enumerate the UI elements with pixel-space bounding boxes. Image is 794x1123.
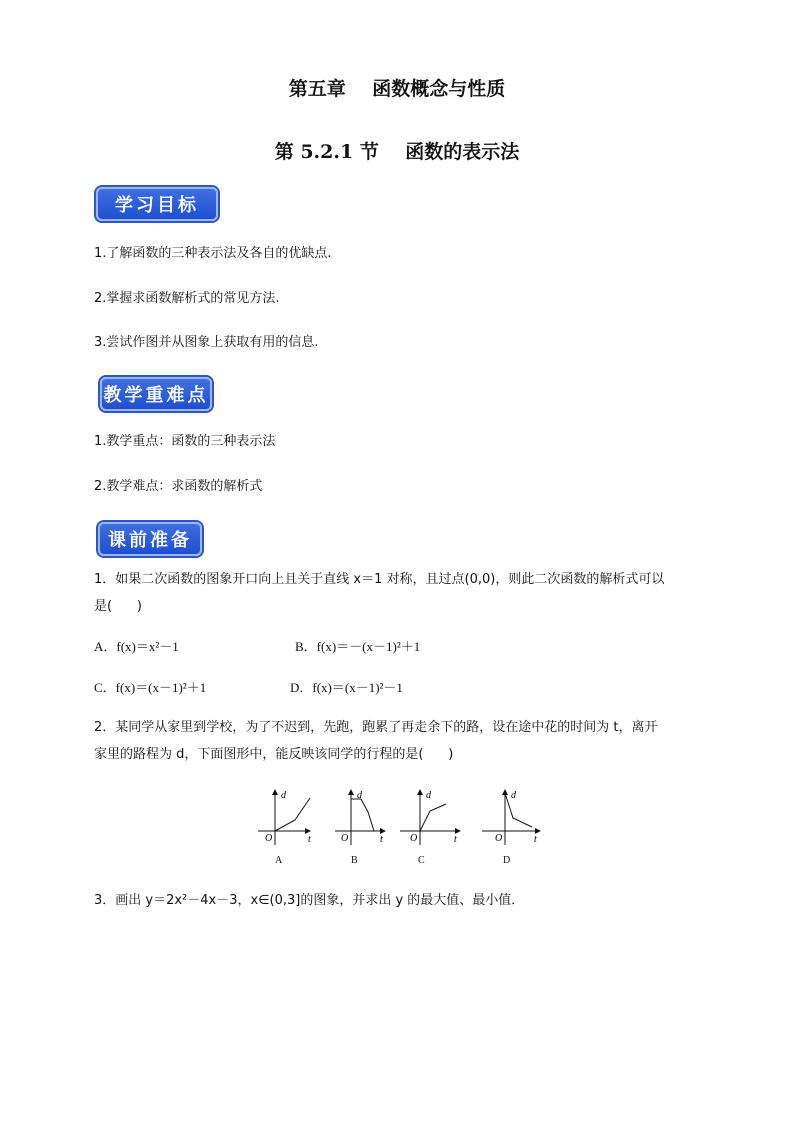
question-1-line-2: 是( ) [94,599,142,614]
q1-option-c: C．f(x)＝(x－1)²＋1 [94,680,207,695]
graph-d-axis-t: t [534,834,537,845]
graph-a-axis-t: t [308,834,311,845]
goal-item-3: 3.尝试作图并从图象上获取有用的信息. [94,335,319,350]
key-point-1: 1.教学重点：函数的三种表示法 [94,434,276,449]
q1-option-a: A．f(x)＝x²－1 [94,639,179,654]
q1-option-d: D．f(x)＝(x－1)²－1 [290,680,403,695]
motion-graphs [250,785,550,850]
graph-b-axis-t: t [380,834,383,845]
question-3: 3．画出 y＝2x²－4x－3，x∈(0,3]的图象，并求出 y 的最大值、最小值． [94,893,525,908]
graph-d-axis-d: d [511,790,516,801]
graph-b-origin: O [341,833,349,844]
graph-a [258,790,311,845]
prep-badge: 课前准备 [98,522,202,556]
chapter-title: 第五章 函数概念与性质 [288,78,506,100]
graph-d [482,790,540,845]
goal-item-2: 2.掌握求函数解析式的常见方法. [94,291,280,306]
graph-b-axis-d: d [357,790,362,801]
graph-c-axis-t: t [454,834,457,845]
section-title: 第 5.2.1 节 函数的表示法 [274,141,520,163]
goals-badge: 学习目标 [96,187,218,221]
key-points-badge: 教学重难点 [100,377,212,411]
question-2-line-1: 2．某同学从家里到学校，为了不迟到，先跑，跑累了再走余下的路，设在途中花的时间为 t，离开 [94,720,658,735]
graph-d-origin: O [495,833,503,844]
graph-b [335,790,385,845]
question-2-line-2: 家里的路程为 d，下面图形中，能反映该同学的行程的是( ) [94,747,454,762]
graph-c-origin: O [410,833,418,844]
q1-option-b: B．f(x)＝－(x－1)²＋1 [295,639,421,654]
graph-c [400,790,460,845]
graph-label-c: C [418,855,425,866]
graph-c-axis-d: d [426,790,431,801]
question-1-line-1: 1．如果二次函数的图象开口向上且关于直线 x＝1 对称，且过点(0,0)，则此二次函数的解析式可以 [94,572,665,587]
graph-label-a: A [275,855,283,866]
graph-label-b: B [351,855,358,866]
graph-a-axis-d: d [281,790,286,801]
graph-label-d: D [503,855,511,866]
goal-item-1: 1.了解函数的三种表示法及各自的优缺点. [94,246,332,261]
key-point-2: 2.教学难点：求函数的解析式 [94,479,263,494]
graph-a-origin: O [265,833,273,844]
